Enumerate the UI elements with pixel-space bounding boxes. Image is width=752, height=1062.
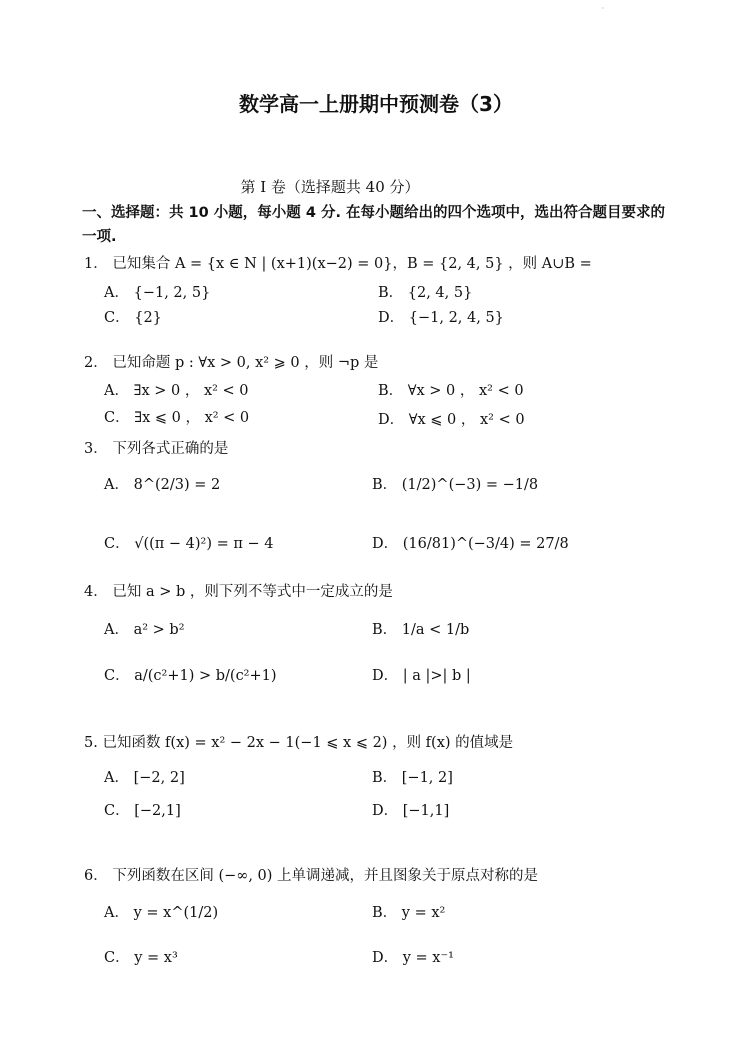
instruction-text: 一、选择题：共 10 小题，每小题 4 分. 在每小题给出的四个选项中，选出符合题目要求的一项.: [82, 205, 666, 245]
question-1-option-b: B． {2, 4, 5}: [378, 285, 473, 301]
question-4-option-d: D． | a |>| b |: [372, 668, 471, 684]
question-6-option-d: D． y = x⁻¹: [372, 950, 454, 966]
question-6-stem: 6． 下列函数在区间 (−∞, 0) 上单调递减，并且图象关于原点对称的是: [84, 868, 539, 884]
question-1-stem: 1． 已知集合 A = {x ∈ N | (x+1)(x−2) = 0}，B = {2, 4, 5} ，则 A∪B =: [84, 256, 592, 272]
question-1-option-d: D． {−1, 2, 4, 5}: [378, 310, 504, 326]
corner-mark: ·: [601, 4, 604, 13]
question-3-option-a: A． 8^(2/3) = 2: [104, 477, 221, 493]
question-3-option-d: D． (16/81)^(−3/4) = 27/8: [372, 536, 569, 552]
question-3-stem: 3． 下列各式正确的是: [84, 441, 229, 457]
question-2-option-d: D． ∀x ⩽ 0 ， x² < 0: [378, 412, 525, 428]
question-2-option-b: B． ∀x > 0 ， x² < 0: [378, 383, 524, 399]
question-1-option-c: C． {2}: [104, 310, 162, 326]
question-5-option-d: D． [−1,1]: [372, 803, 450, 819]
question-2-option-c: C． ∃x ⩽ 0 ， x² < 0: [104, 410, 250, 426]
question-3-option-c: C． √((π − 4)²) = π − 4: [104, 536, 274, 552]
page-title: 数学高一上册期中预测卷（3）: [239, 92, 513, 116]
question-6-option-b: B． y = x²: [372, 905, 446, 921]
question-5-stem: 5. 已知函数 f(x) = x² − 2x − 1(−1 ⩽ x ⩽ 2) ，则 f(x) 的值域是: [84, 735, 514, 751]
question-5-option-c: C． [−2,1]: [104, 803, 181, 819]
question-3-option-b: B． (1/2)^(−3) = −1/8: [372, 477, 539, 493]
section-heading: 第 I 卷（选择题共 40 分）: [240, 178, 420, 196]
question-5-option-a: A． [−2, 2]: [104, 770, 185, 786]
question-5-option-b: B． [−1, 2]: [372, 770, 453, 786]
question-4-option-b: B． 1/a < 1/b: [372, 622, 470, 638]
question-1-option-a: A． {−1, 2, 5}: [104, 285, 211, 301]
question-4-option-c: C． a/(c²+1) > b/(c²+1): [104, 668, 277, 684]
question-4-stem: 4． 已知 a > b ，则下列不等式中一定成立的是: [84, 584, 393, 600]
question-4-option-a: A． a² > b²: [104, 622, 185, 638]
question-2-stem: 2． 已知命题 p : ∀x > 0, x² ⩾ 0 ，则 ¬p 是: [84, 355, 379, 371]
question-6-option-c: C． y = x³: [104, 950, 178, 966]
question-2-option-a: A． ∃x > 0 ， x² < 0: [104, 383, 249, 399]
question-6-option-a: A． y = x^(1/2): [104, 905, 219, 921]
